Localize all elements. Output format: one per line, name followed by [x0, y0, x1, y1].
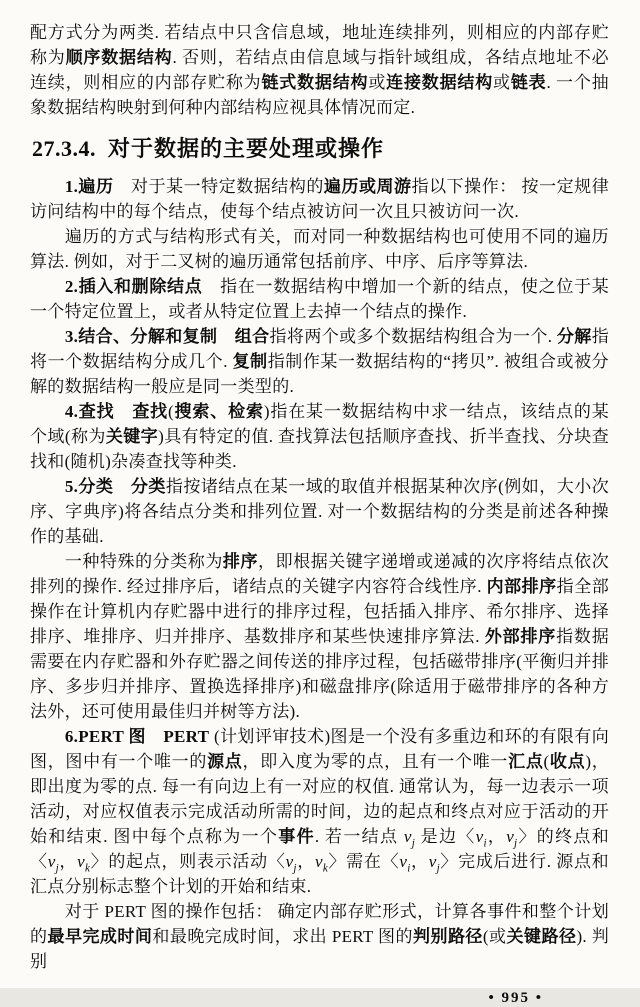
text-run: ，: [58, 852, 78, 871]
text-run: v: [399, 852, 408, 871]
paragraph: [30, 724, 609, 899]
subscript: j: [411, 837, 416, 850]
bold-term: 分类: [130, 477, 166, 496]
paragraph: [30, 324, 609, 399]
subscript: k: [322, 862, 329, 875]
text-run: 〉需在〈: [328, 852, 400, 871]
text-run: ，: [296, 852, 315, 871]
text-run: 是边〈: [415, 827, 476, 846]
text-run: 指以下操作： 按一定规律访问结构中的每个结点，使每个结点被访问一次且只被访问一次.: [30, 177, 609, 221]
section-title: 对于数据的主要处理或操作: [108, 136, 385, 161]
subscript: j: [293, 862, 297, 875]
text-run: [114, 402, 132, 421]
text-run: )指在某一数据结构中求一结点，该结点的某个域(称为: [30, 402, 609, 446]
text-run: v: [314, 852, 323, 871]
text-run: v: [77, 852, 85, 871]
bold-term: 收点: [549, 752, 586, 771]
text-run: 指全部操作在计算机内存贮器中进行的排序过程，包括插入排序、希尔排序、选择排序、堆排序、归并排序、基数排序和某些快速排序算法.: [30, 577, 610, 646]
bold-term: 链式数据结构: [261, 73, 369, 92]
bold-term: 连接数据结构: [386, 73, 493, 92]
text-run: (: [168, 402, 174, 421]
bold-term: 分解: [556, 327, 592, 346]
bold-term: 排序: [222, 552, 259, 571]
bold-term: 源点: [207, 752, 243, 771]
bold-term: PERT: [163, 727, 210, 746]
text-run: 一种特殊的分类称为: [64, 552, 223, 571]
page-number: • 995 •: [488, 990, 543, 1006]
text-run: 〉的起点，则表示活动〈: [90, 852, 286, 871]
bold-term: 最早完成时间: [47, 927, 153, 946]
text-run: 或: [368, 73, 387, 92]
text-run: . 否则，若结点由信息域与指针域组成，各结点地址不必连续，则相应的内部存贮称为: [30, 48, 609, 92]
paragraph: [30, 474, 609, 549]
bold-term: 外部排序: [484, 627, 557, 646]
text-run: (计划评审技术)图是一个没有多重边和环的有限有向图，图中有一个唯一的: [30, 727, 609, 771]
text-run: 指将一个数据结构分成几个.: [30, 327, 609, 371]
text-run: [113, 477, 131, 496]
bold-term: 链表: [510, 73, 547, 92]
bold-term: 4.查找: [64, 402, 115, 421]
text-run: 遍历的方式与结构形式有关，而对同一种数据结构也可使用不同的遍历算法. 例如，对于二叉树的遍历通常包括前序、中序、后序等算法.: [30, 227, 609, 271]
text-run: (或: [482, 927, 507, 946]
bold-term: 复制: [232, 352, 268, 371]
text-run: ，即入度为零的点，且有一个唯一: [242, 752, 509, 771]
text-run: 指在一数据结构中增加一个新的结点，使之位于某一个特定位置上，或者从特定位置上去掉一个结点的操作.: [30, 277, 610, 321]
bold-term: 事件: [278, 827, 315, 846]
text-run: 指数据需要在内存贮器和外存贮器之间传送的排序过程，包括磁带排序(平衡归并排序、多步归并排序、置换选择排序)和磁盘排序(除适用于磁带排序的各种方法外，还可使用最佳归并树等方法).: [30, 627, 609, 721]
subscript: j: [55, 862, 59, 875]
text-run: v: [428, 852, 437, 871]
text-run: 〉的终点和〈: [30, 827, 610, 871]
text-run: )，即出度为零的点. 每一有向边上有一对应的权值. 通常认为，每一边表示一项活动，对应权值表示完成活动所需的时间，边的起点和终点对应于活动的开始和结束. 图中每个点称为一个: [30, 752, 609, 846]
section-heading: [32, 135, 609, 163]
body-paragraphs: [30, 174, 609, 974]
text-run: v: [506, 827, 515, 846]
text-run: [146, 727, 163, 746]
bold-term: 搜索、检索: [174, 402, 264, 421]
bold-term: 查找: [132, 402, 169, 421]
paragraph: [30, 399, 609, 474]
text-run: (: [543, 752, 550, 771]
paragraph: [30, 274, 609, 324]
bold-term: 5.分类: [64, 477, 114, 496]
text-run: v: [47, 852, 56, 871]
text-run: 〉完成后进行. 源点和汇点分别标志整个计划的开始和结束.: [30, 852, 609, 896]
subscript: k: [84, 862, 91, 875]
paragraph: [30, 224, 609, 274]
intro-paragraphs: [30, 20, 609, 120]
text-run: ，: [486, 827, 507, 846]
bold-term: 3.结合、分解和复制: [64, 327, 218, 346]
text-run: ，即根据关键字递增或递减的次序将结点依次排列的操作. 经过排序后，诸结点的关键字内容符合线性序.: [30, 552, 609, 596]
subscript: i: [483, 837, 487, 850]
text-run: )具有特定的值. 查找算法包括顺序查找、折半查找、分块查找和(随机)杂凑查找等种类.: [30, 427, 610, 471]
bold-term: 判别路径: [412, 927, 483, 946]
bold-term: 关键字: [105, 427, 159, 446]
subscript: j: [514, 837, 518, 850]
bold-term: 顺序数据结构: [65, 48, 173, 67]
text-run: 指制作某一数据结构的“拷贝”. 被组合或被分解的数据结构一般应是同一类型的.: [30, 352, 609, 396]
bold-term: 1.遍历: [64, 177, 114, 196]
text-run: v: [475, 827, 484, 846]
bold-term: 遍历或周游: [323, 177, 412, 196]
paragraph: [30, 899, 609, 974]
text-run: 指将两个或多个数据结构组合为一个.: [269, 327, 557, 346]
bold-term: 关键路径: [506, 927, 577, 946]
text-run: v: [403, 827, 412, 846]
bold-term: 组合: [234, 327, 270, 346]
bold-term: 内部排序: [486, 577, 557, 596]
section-number: 27.3.4.: [32, 136, 96, 161]
paragraph: [30, 20, 609, 120]
text-run: . 若一结点: [314, 827, 404, 846]
bold-term: 2.插入和删除结点: [64, 277, 203, 296]
paragraph: [30, 174, 609, 224]
bold-term: 6.PERT 图: [64, 727, 146, 746]
text-run: 和最晚完成时间，求出 PERT 图的: [152, 927, 413, 946]
paragraph: [30, 549, 609, 724]
text-run: . 一个抽象数据结构映射到何种内部结构应视具体情况而定.: [30, 73, 609, 117]
text-run: v: [285, 852, 294, 871]
subscript: i: [407, 862, 411, 875]
text-run: ，: [410, 852, 429, 871]
text-run: [217, 327, 234, 346]
text-run: 对于某一特定数据结构的: [113, 177, 324, 196]
subscript: j: [436, 862, 440, 875]
text-run: 配方式分为两类. 若结点中只含信息域，地址连续排列，则相应的内部存贮称为: [30, 23, 609, 67]
text-run: 或: [493, 73, 511, 92]
bold-term: 汇点: [508, 752, 544, 771]
text-run: 指按诸结点在某一域的取值并根据某种次序(例如，大小次序、字典序)将各结点分类和排列位置. 对一个数据结构的分类是前述各种操作的基础.: [30, 477, 609, 546]
text-run: ). 判别: [30, 927, 609, 971]
text-run: 对于 PERT 图的操作包括： 确定内部存贮形式，计算各事件和整个计划的: [30, 902, 609, 946]
